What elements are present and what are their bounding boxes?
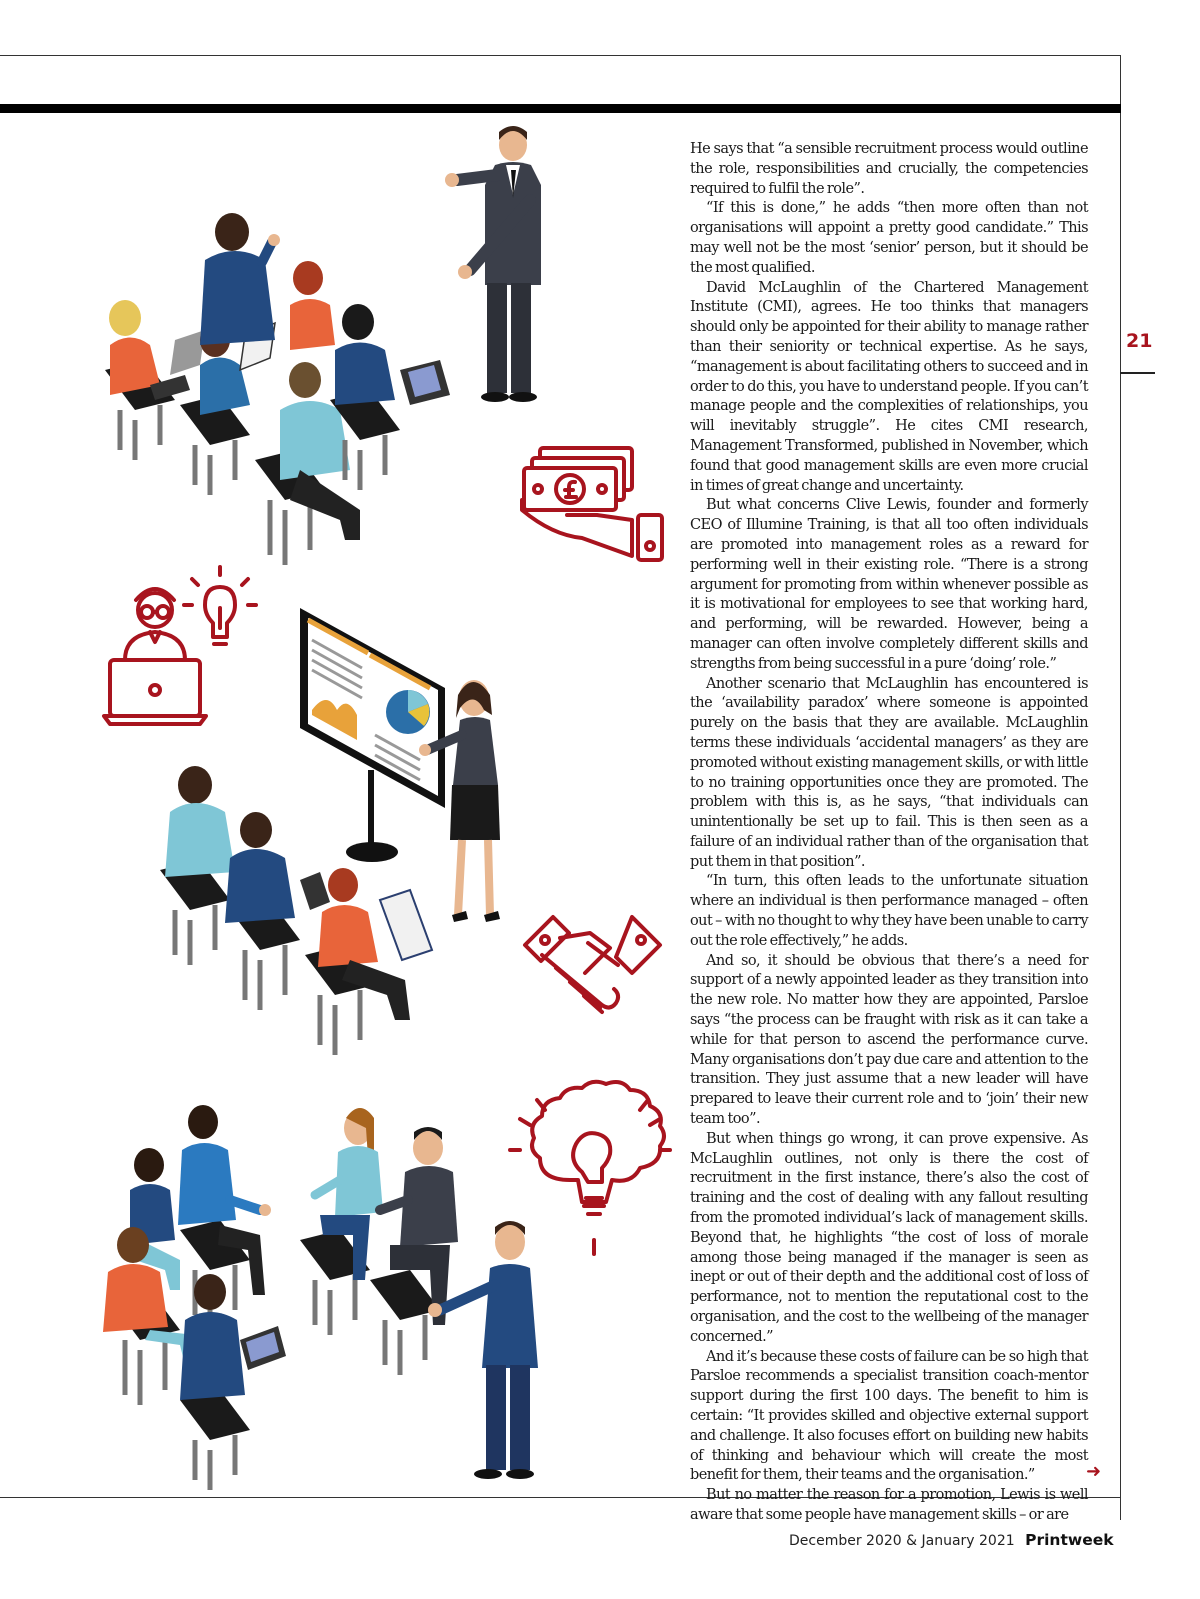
audience-member (225, 812, 330, 923)
chair (370, 1270, 440, 1375)
person-laptop-icon (104, 589, 206, 724)
article-paragraph: “In turn, this often leads to the unfortunate situation where an individual is then performance managed – often out – with no thought to why they have been unable to carry out the role effectively,” he adds. (690, 873, 1088, 949)
audience-member (290, 261, 335, 350)
chair (180, 1390, 250, 1490)
audience-member (318, 868, 432, 1020)
frame-top-line (0, 55, 1121, 56)
handshake-icon (525, 917, 660, 1012)
page-footer (789, 1531, 1114, 1549)
audience-member (165, 766, 235, 877)
article-paragraph: But when things go wrong, it can prove expensive. As McLaughlin outlines, not only is there the cost of recruitment in the first instance, there’s also the cost of training and the cost of dealing with any fallout resulting from the promoted individual’s lack of management skills. Beyond that, he highlights “the cost of loss of morale among those being managed if the manager is seen as inept or out of their depth and the additional cost of loss of performance, not to mention the reputational cost to the organisation, and the cost to the wellbeing of the manager concerned.” (690, 1130, 1088, 1345)
audience-member (335, 304, 450, 405)
audience-member (109, 300, 205, 400)
article-paragraph: Another scenario that McLaughlin has encountered is the ‘availability paradox’ where someone is appointed purely on the basis that they are available. McLaughlin terms these individuals ‘accidental managers’ as they are promoted without existing management skills, or with little to no training opportunities once they are promoted. The problem with this is, as he says, “that individuals can unintentionally be set up to fail. This is then seen as a failure of an individual rather than of the organisation that put them in that position”. (690, 675, 1088, 870)
article-paragraph: David McLaughlin of the Chartered Management Institute (CMI), agrees. He too thinks that managers should only be appointed for their ability to manage rather than their seniority or technical expertise. As he says, “management is about facilitating others to succeed and in order to do this, you have to understand people. If you can’t manage people and the complexities of relationships, you will inevitably struggle”. He cites CMI research, Management Transformed, published in November, which found that good management skills are even more crucial in times of great change and uncertainty. (690, 279, 1088, 494)
frame-right-line (1120, 55, 1121, 1520)
article-paragraph: But no matter the reason for a promotion, Lewis is well aware that some people have management skills – or are (690, 1487, 1088, 1523)
money-hand-icon (522, 448, 662, 560)
article-paragraph: And it’s because these costs of failure can be so high that Parsloe recommends a specialist transition coach-mentor support during the first 100 days. The benefit to him is certain: “It provides skilled and objective external support and challenge. It also focuses effort on building new habits of thinking and behaviour which will create the most benefit for them, their teams and the organisation.” (690, 1348, 1088, 1484)
presentation-board (300, 608, 445, 862)
illustration (0, 115, 680, 1495)
article-paragraph: He says that “a sensible recruitment process would outline the role, responsibilities and crucially, the competencies required to fulfil the role”. (690, 141, 1088, 197)
presenter-man-figure (445, 126, 541, 402)
article-paragraph: And so, it should be obvious that there’s a need for support of a newly appointed leader as they transition into the new role. No matter how they are appointed, Parsloe says “the process can be fraught with risk as it can take a while for that person to ascend the performance curve. Many organisations don’t pay due care and attention to the transition. They just assume that a new leader will have prepared to leave their current role and to ‘join’ their new team too”. (690, 952, 1088, 1128)
header-rule (0, 104, 1121, 113)
article-paragraph: “If this is done,” he adds “then more often than not organisations will appoint a pretty good candidate.” This may well not be the most ‘senior’ person, but it should be the most qualified. (690, 200, 1088, 276)
seated-audience-group-1 (105, 213, 450, 565)
brain-lightbulb-icon (510, 1082, 670, 1254)
page-number: 21 (1126, 330, 1153, 352)
continue-arrow-icon[interactable]: ➜ (1086, 1461, 1102, 1482)
page-number-tick (1120, 372, 1155, 374)
lightbulb-icon (184, 567, 256, 644)
footer-date: December 2020 & January 2021 (789, 1533, 1015, 1549)
audience-member (178, 1105, 271, 1295)
article-paragraph: But what concerns Clive Lewis, founder and formerly CEO of Illumine Training, is that all too often individuals are promoted into management roles as a reward for performing well in their existing role. “There is a strong argument for promoting from within whenever possible as it is motivational for employees to see that working hard, and performing, will be rewarded. However, being a manager can often involve completely different skills and strengths from being successful in a pure ‘doing’ role.” (690, 497, 1088, 672)
audience-member (200, 213, 280, 345)
seated-audience-group-2 (160, 766, 432, 1055)
discussion-group (103, 1105, 538, 1490)
footer-brand: Printweek (1025, 1531, 1114, 1549)
article-body (690, 140, 1088, 1526)
